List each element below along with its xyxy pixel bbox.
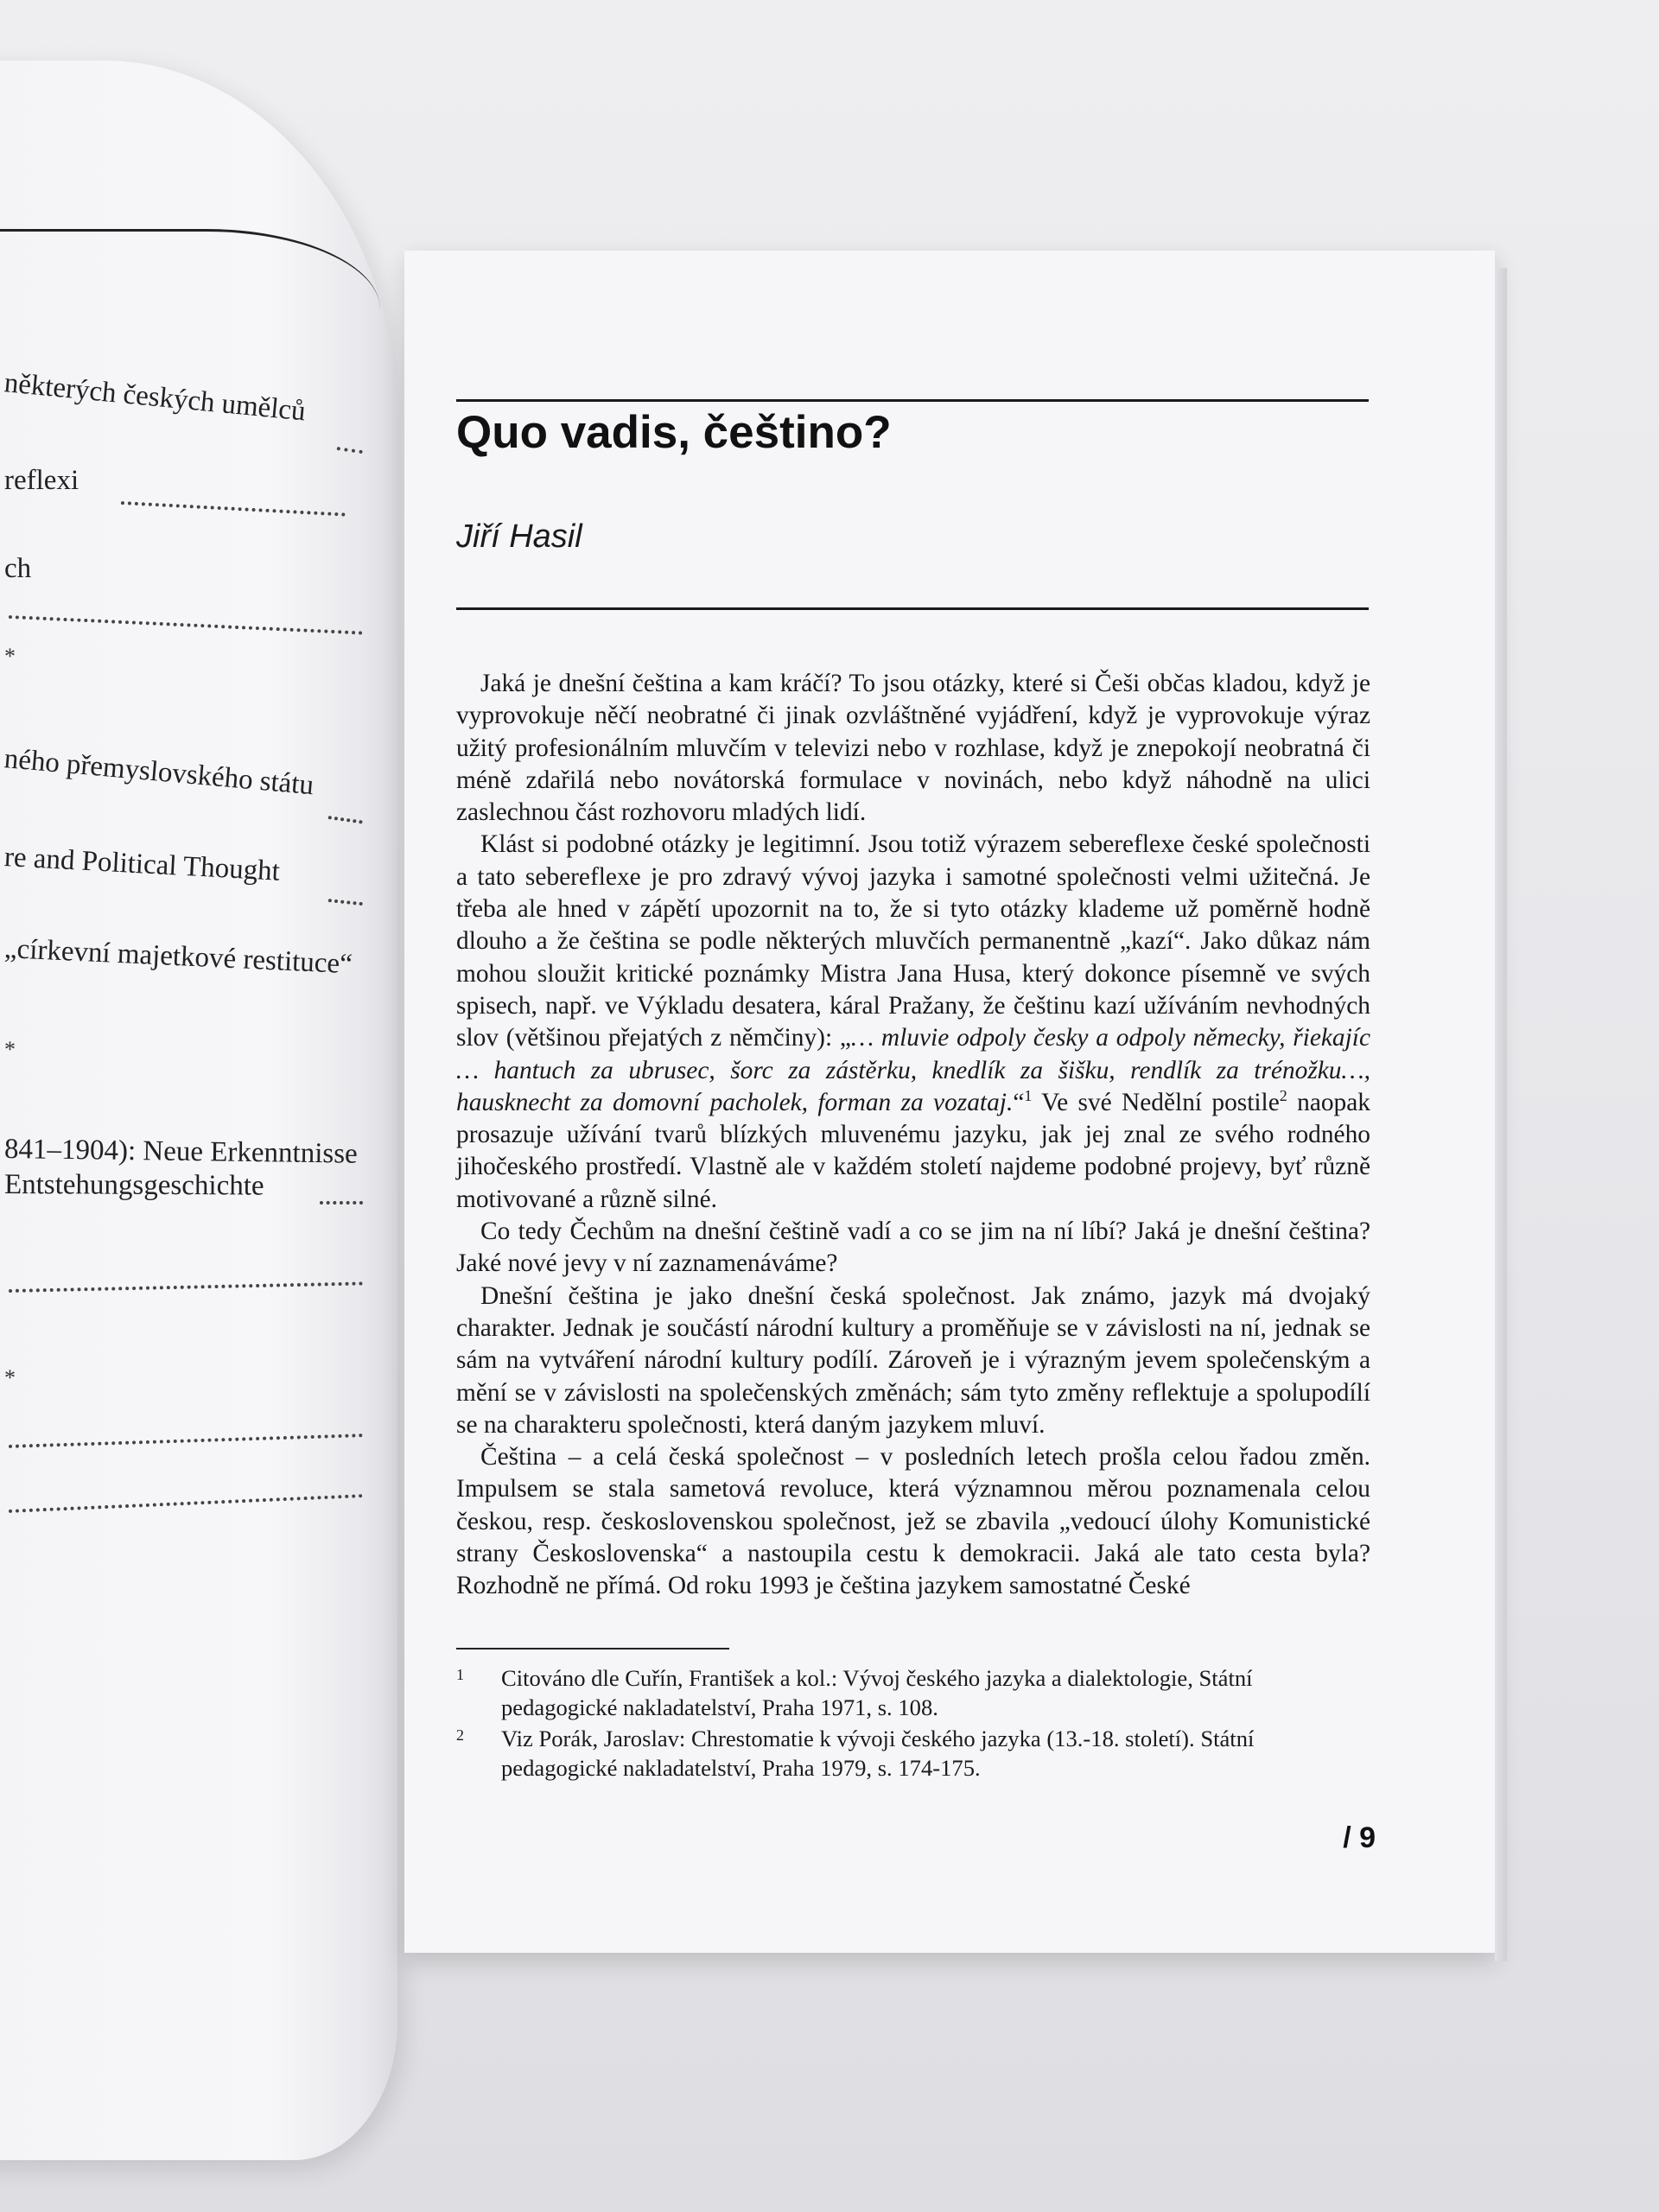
toc-leader-dots	[9, 1432, 363, 1448]
article-body	[456, 668, 1370, 1603]
toc-entry: ného přemyslovského státu	[3, 743, 315, 802]
section-asterisk: *	[4, 644, 16, 669]
hus-quote: … mluvie odpoly česky a odpoly německy, řiekajíc … hantuch za ubrusec, šorc za zástěrku, knedlík za šišku, rendlík za trénožku…, hausknecht za domovní pacholek, forman za vozataj.	[456, 1024, 1371, 1116]
article-page	[404, 251, 1495, 1953]
toc-leader-dots	[121, 499, 346, 517]
toc-entry: některých českých umělců	[3, 367, 308, 428]
paragraph: Co tedy Čechům na dnešní češtině vadí a co se jim na ní líbí? Jaká je dnešní čeština? Jaké nové jevy v ní zaznamenáváme?	[456, 1217, 1370, 1278]
toc-leader-dots	[320, 1199, 363, 1205]
article-author: Jiří Hasil	[456, 518, 582, 555]
title-bottom-rule	[456, 607, 1369, 610]
toc-entry: reflexi	[4, 465, 79, 496]
toc-leader-dots	[328, 897, 363, 906]
toc-top-rule	[0, 229, 380, 309]
footnote-ref: 1	[1024, 1087, 1033, 1105]
paragraph: Klást si podobné otázky je legitimní. Jsou totiž výrazem sebereflexe české společnosti a tato sebereflexe je pro zdravý vývoj jazyka i samotné společnosti velmi užitečná. Je třeba ale hned v zápětí upozornit na to, že si tyto otázky klademe už poměrně hodně dlouho a že čeština se podle některých mluvčích permanentně „kazí“. Jako důkaz nám mohou sloužit kritické poznámky Mistra Jana Husa, který dokonce písemně ve svých spisech, např. ve Výkladu desatera, káral Pražany, že češtinu kazí užíváním nevhodných slov (většinou přejatých z němčiny): „… mluvie odpoly česky a odpoly německy, řiekajíc … hantuch za ubrusec, šorc za zástěrku, knedlík za šišku, rendlík za trénožku…, hausknecht za domovní pacholek, forman za vozataj.“$^1$ Ve své Nedělní postile$^2$ naopak prosazuje užívání tvarů blízkých mluvenému jazyku, jak jej znal ze svého rodného jihočeského prostředí. Vlastně ale v každém století najdeme podobné projevy, byť různě motivované a různě silné.	[456, 830, 1371, 1213]
toc-leader-dots	[337, 445, 364, 454]
footnote-ref: 2	[1279, 1087, 1287, 1105]
title-top-rule	[456, 399, 1369, 402]
toc-leader-dots	[9, 613, 363, 635]
toc-leader-dots	[328, 814, 363, 824]
toc-leader-dots	[9, 1492, 363, 1513]
section-asterisk: *	[4, 1037, 16, 1062]
footnote: 1 Citováno dle Cuřín, František a kol.: Vývoj českého jazyka a dialektologie, Státní pedagogické nakladatelství, Praha 1971, s. 108.	[456, 1665, 1253, 1720]
left-page-toc	[0, 60, 397, 2160]
article-title: Quo vadis, češtino?	[456, 407, 892, 458]
toc-entry: 841–1904): Neue Erkenntnisse	[3, 1134, 358, 1170]
paragraph: Čeština – a celá česká společnost – v posledních letech prošla celou řadou změn. Impulsem se stala sametová revoluce, která významnou měrou poznamenala celou českou, resp. československou společnost, jež se zbavila „vedoucí úlohy Komunistické strany Československa“ a nastoupila cestu k demokracii. Jaká ale tato cesta byla? Rozhodně ne přímá. Od roku 1993 je čeština jazykem samostatné České	[456, 1443, 1370, 1600]
section-asterisk: *	[4, 1365, 16, 1390]
toc-entry: Entstehungsgeschichte	[3, 1169, 264, 1202]
footnote-rule	[456, 1648, 729, 1649]
toc-leader-dots	[9, 1280, 363, 1293]
footnote: 2 Viz Porák, Jaroslav: Chrestomatie k vývoji českého jazyka (13.-18. století). Státní pedagogické nakladatelství, Praha 1979, s. 174-175.	[456, 1726, 1255, 1781]
toc-entry: re and Political Thought	[3, 842, 281, 887]
page-number: / 9	[1343, 1821, 1376, 1854]
toc-entry: ch	[4, 553, 32, 584]
paragraph: Dnešní čeština je jako dnešní česká společnost. Jak známo, jazyk má dvojaký charakter. Jednak je součástí národní kultury a proměňuje se v závislosti na ní, jednak se sám na vytváření národní kultury podílí. Zároveň je i výrazným jevem společenským a mění se v závislosti na společenských změnách; sám tyto změny reflektuje a spolupodílí se na charakteru společnosti, která daným jazykem mluví.	[456, 1281, 1370, 1439]
paragraph: Jaká je dnešní čeština a kam kráčí? To jsou otázky, které si Češi občas kladou, když je vyprovokuje něčí neobratné či jinak ozvláštněné vyjádření, když je vyprovokuje výraz užitý profesionálním mluvčím v televizi nebo v rozhlase, když je znepokojí neobratná či méně zdařilá nebo novátorská formulace v novinách, nebo když náhodně na ulici zaslechnou část rozhovoru mladých lidí.	[456, 670, 1370, 827]
toc-entry: „církevní majetkové restituce“	[3, 933, 353, 981]
